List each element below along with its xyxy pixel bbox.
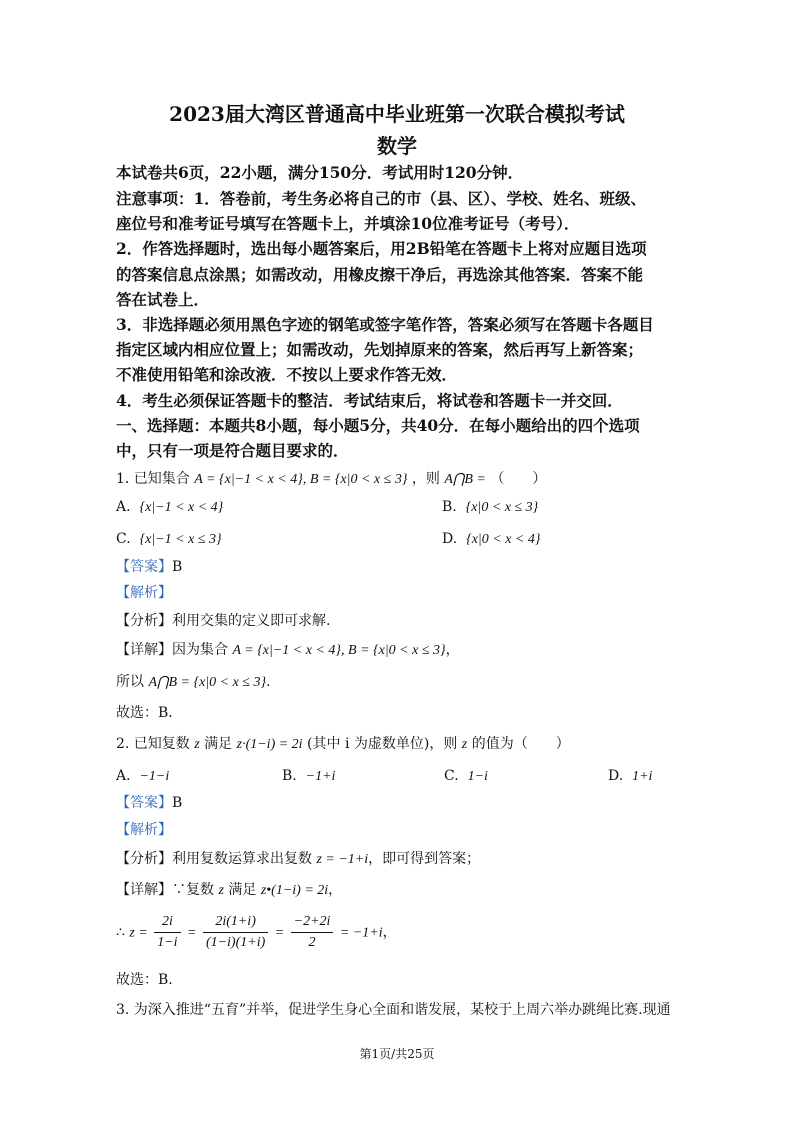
q1-xiangjie: 【详解】因为集合 A = {x|−1 < x < 4}, B = {x|0 < x ≤ 3}， — [116, 642, 460, 658]
q2-xiangjie: 【详解】∵复数 z 满足 z•(1−i) = 2i， — [116, 882, 343, 898]
exam-title: 2023届大湾区普通高中毕业班第一次联合模拟考试 — [169, 102, 625, 126]
q3-stem: 3. 为深入推进“五育”并举，促进学生身心全面和谐发展，某校于上周六举办跳绳比赛.现通 — [116, 1002, 671, 1018]
instruction-line: 答在试卷上． — [116, 290, 210, 309]
section-heading: 中，只有一项是符合题目要求的． — [116, 441, 349, 460]
q1-choose: 故选：B． — [116, 705, 183, 721]
q2-choose: 故选：B. — [116, 972, 173, 988]
q2-stem: 2. 已知复数 z 满足 z·(1−i) = 2i (其中 i 为虚数单位)，则 z 的值为（ ） — [116, 736, 570, 752]
q1-option-b: B. {x|0 < x ≤ 3} — [442, 499, 539, 515]
q1-stem: 1. 已知集合 A = {x|−1 < x < 4}, B = {x|0 < x ≤ 3} ，则 A⋂B = （ ） — [116, 471, 547, 487]
instruction-line: 指定区域内相应位置上；如需改动，先划掉原来的答案，然后再写上新答案； — [116, 340, 644, 359]
q2-option-a: A. −1−i — [116, 768, 170, 784]
exam-subject: 数学 — [377, 134, 417, 158]
section-heading: 一、选择题：本题共8小题，每小题5分，共40分．在每小题给出的四个选项 — [116, 416, 640, 435]
instruction-line: 座位号和准考证号填写在答题卡上，并填涂10位准考证号（考号）． — [116, 214, 580, 233]
q1-option-c: C. {x|−1 < x ≤ 3} — [116, 531, 222, 547]
q2-option-c: C. 1−i — [444, 768, 488, 784]
q2-fenxi: 【分析】利用复数运算求出复数 z = −1+i，即可得到答案； — [116, 851, 481, 867]
fraction-2: $\frac{2i(1+i)}{(1-i)(1+i)}$ — [203, 912, 268, 953]
q1-answer: 【答案】B — [116, 559, 183, 575]
q1-stem-math: A = {x|−1 < x < 4}, B = {x|0 < x ≤ 3} — [194, 472, 408, 487]
q2-option-b: B. −1+i — [282, 768, 336, 784]
fraction-3: $\frac{-2+2i}{2}$ — [291, 912, 334, 953]
q1-option-a: A. {x|−1 < x < 4} — [116, 499, 224, 515]
fraction-1: $\frac{2i}{1-i}$ — [154, 912, 180, 953]
q1-conclusion: 所以 A⋂B = {x|0 < x ≤ 3}. — [116, 674, 271, 690]
instruction-line: 2．作答选择题时，选出每小题答案后，用2B铅笔在答题卡上将对应题目选项 — [116, 239, 647, 258]
instruction-line: 注意事项：1．答卷前，考生务必将自己的市（县、区）、学校、姓名、班级、 — [116, 189, 647, 208]
q2-option-d: D. 1+i — [608, 768, 653, 784]
q2-analysis-tag: 【解析】 — [116, 822, 172, 838]
instruction-line: 3．非选择题必须用黑色字迹的钢笔或签字笔作答，答案必须写在答题卡各题目 — [116, 315, 654, 334]
instruction-line: 4．考生必须保证答题卡的整洁．考试结束后，将试卷和答题卡一并交回． — [116, 391, 623, 410]
instruction-line: 的答案信息点涂黑；如需改动，用橡皮擦干净后，再选涂其他答案．答案不能 — [116, 265, 644, 284]
q1-option-d: D. {x|0 < x < 4} — [442, 531, 541, 547]
q1-analysis-tag: 【解析】 — [116, 585, 172, 601]
q2-answer: 【答案】B — [116, 795, 183, 811]
q1-fenxi: 【分析】利用交集的定义即可求解. — [116, 613, 331, 629]
instruction-line: 不准使用铅笔和涂改液．不按以上要求作答无效． — [116, 365, 458, 384]
page-number: 第1页/共25页 — [359, 1047, 435, 1061]
q2-derivation: ∴ z = $\frac{2i}{1-i}$ = $\frac{2i(1+i)}{(1-i)(1+i)}$ = $\frac{-2+2i}{2}$ = −1+i， — [116, 912, 397, 953]
instruction-line: 本试卷共6页，22小题，满分150分．考试用时120分钟． — [116, 163, 524, 182]
